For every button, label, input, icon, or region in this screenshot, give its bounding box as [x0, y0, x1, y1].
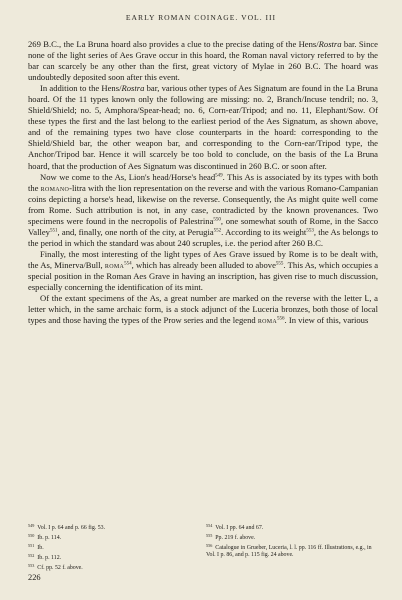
text-run: . In view of this, various	[284, 315, 369, 326]
body-text	[28, 39, 378, 326]
footnote	[28, 542, 198, 552]
footnote-ref: 555	[275, 261, 284, 267]
footnote-number: 551	[28, 543, 35, 548]
text-run: Now we come to the As, Lion's head/Horse's head	[40, 171, 216, 182]
footnotes-left-column	[28, 522, 198, 572]
paragraph	[28, 83, 378, 171]
footnote-number: 554	[206, 523, 213, 528]
footnote	[206, 522, 376, 532]
footnote-number: 550	[28, 533, 35, 538]
text-run: , one somewhat south of Rome, in the Sacco Valley	[28, 215, 378, 237]
footnote-ref: 550	[213, 217, 221, 223]
footnote	[28, 522, 198, 532]
footnote-text: Vol. I pp. 64 and 67.	[215, 524, 264, 531]
text-run: 269 B.C., the La Bruna hoard also provides a clue to the precise dating of the Hens/	[28, 39, 319, 49]
footnote-number: 552	[28, 553, 35, 558]
footnote-text: Vol. I p. 64 and p. 66 fig. 53.	[37, 524, 106, 531]
footnote-ref: 556	[277, 316, 285, 322]
italic-text: Rostra	[318, 39, 342, 49]
text-run: bar. Since none of the light series of Aes Grave occur in this hoard, the Roman naval victory referred to by the bar can scarcely be any other than the first, great victory of Mylae in 260 B.C. The hoard was undoubtedly deposited soon after this event.	[28, 39, 378, 83]
footnote-ref: 549	[215, 173, 223, 179]
footnote	[28, 562, 198, 572]
footnote-ref: 553	[306, 228, 314, 234]
text-run: In addition to the Hens/	[40, 83, 122, 94]
paragraph	[28, 172, 378, 249]
footnote-text: Catalogue in Grueber, Luceria, l. l. pp. 116 ff. Illustrations, e.g., in Vol. I p. 86, and p. 115 fig. 24 above.	[206, 544, 372, 558]
text-run: bar, various other types of Aes Signatum are found in the La Bruna hoard. Of the 11 types known only the following are missing: no. 2, Branch/Incuse tendril; no. 3, Shield/Shield; no. 5, Amphora/Spear-head; no. 6, Corn-ear/Tripod; and no. 11, Elephant/Sow. Of these types the first and the last belong to the earliest period of the Aes Signatum, as shown above, and of the remaining types two have close counterparts in the hoard: corresponding to the Shield/Shield bar, the other weapon bar, and corresponding to the Corn-ear/Tripod type, the Anchor/Tripod bar. Hence it will scarcely be too bold to conclude, on the basis of the La Bruna hoard, that the production of Aes Signatum was discontinued in 260 B.C. or soon after.	[28, 83, 378, 171]
footnote-ref: 552	[213, 228, 222, 234]
text-run: . This As, which occupies a special position in the Roman Aes Grave in having an inscription, has given rise to much discussion, especially concerning the identification of its mint.	[28, 259, 379, 293]
footnote-number: 549	[28, 523, 35, 528]
footnote-text: Ib.	[37, 544, 44, 551]
footnote-text: Ib. p. 114.	[37, 534, 62, 541]
footnotes-right-column	[206, 522, 376, 559]
footnote-ref: 554	[124, 261, 132, 267]
page-number: 226	[28, 573, 41, 582]
italic-text: Rostra	[121, 83, 145, 94]
footnote	[206, 532, 376, 542]
text-run: . According to its weight	[221, 226, 307, 237]
paragraph	[28, 293, 378, 326]
running-head: EARLY ROMAN COINAGE. VOL. III	[125, 13, 277, 22]
text-run: . This As is associated by its types with both the	[28, 171, 378, 193]
text-run: -litra with the lion representation on the reverse and with the various Romano-Campanian coins depicting a horse's head, likewise on the reverse. Consequently, the As might quite well come from Rome. Such attribution is not, in any case, contradicted by the known provenances. Two specimens were found in the necropolis of Palestrina	[28, 182, 378, 226]
footnote-ref: 551	[49, 228, 58, 234]
footnote-text: Pp. 219 f. above.	[215, 534, 256, 541]
footnote-number: 553	[28, 563, 35, 568]
text-run: , which has already been alluded to above	[131, 259, 276, 270]
footnote-number: 555	[206, 533, 213, 538]
footnote	[206, 542, 376, 559]
text-run: Finally, the most interesting of the light types of Aes Grave issued by Rome is to be dealt with, the As, Minerva/Bull,	[28, 248, 378, 270]
text-run: Of the extant specimens of the As, a great number are marked on the reverse with the letter	[40, 293, 365, 304]
text-run: , and, finally, one north of the city, at Perugia	[57, 226, 214, 237]
paragraph	[28, 249, 378, 293]
footnote	[28, 552, 198, 562]
footnote-number: 556	[206, 543, 213, 548]
footnote	[28, 532, 198, 542]
smallcaps-text: roma	[257, 315, 278, 326]
text-run: , a letter which, in the same archaic form, is a stock adjunct of the Luceria bronzes, both those of local types and those having the types of the Prow series and the legend	[28, 293, 378, 326]
smallcaps-text: romano	[40, 182, 70, 193]
paragraph	[28, 39, 378, 83]
smallcaps-text: roma	[104, 259, 125, 270]
footnote-text: Cf. pp. 52 f. above.	[37, 564, 83, 571]
text-run: , the As belongs to the period in which the standard was about 240 scruples, i.e. the period after 260 B.C.	[28, 226, 378, 248]
footnote-text: Ib. p. 112.	[37, 554, 62, 561]
archaic-letter: ᒪ	[364, 293, 370, 304]
